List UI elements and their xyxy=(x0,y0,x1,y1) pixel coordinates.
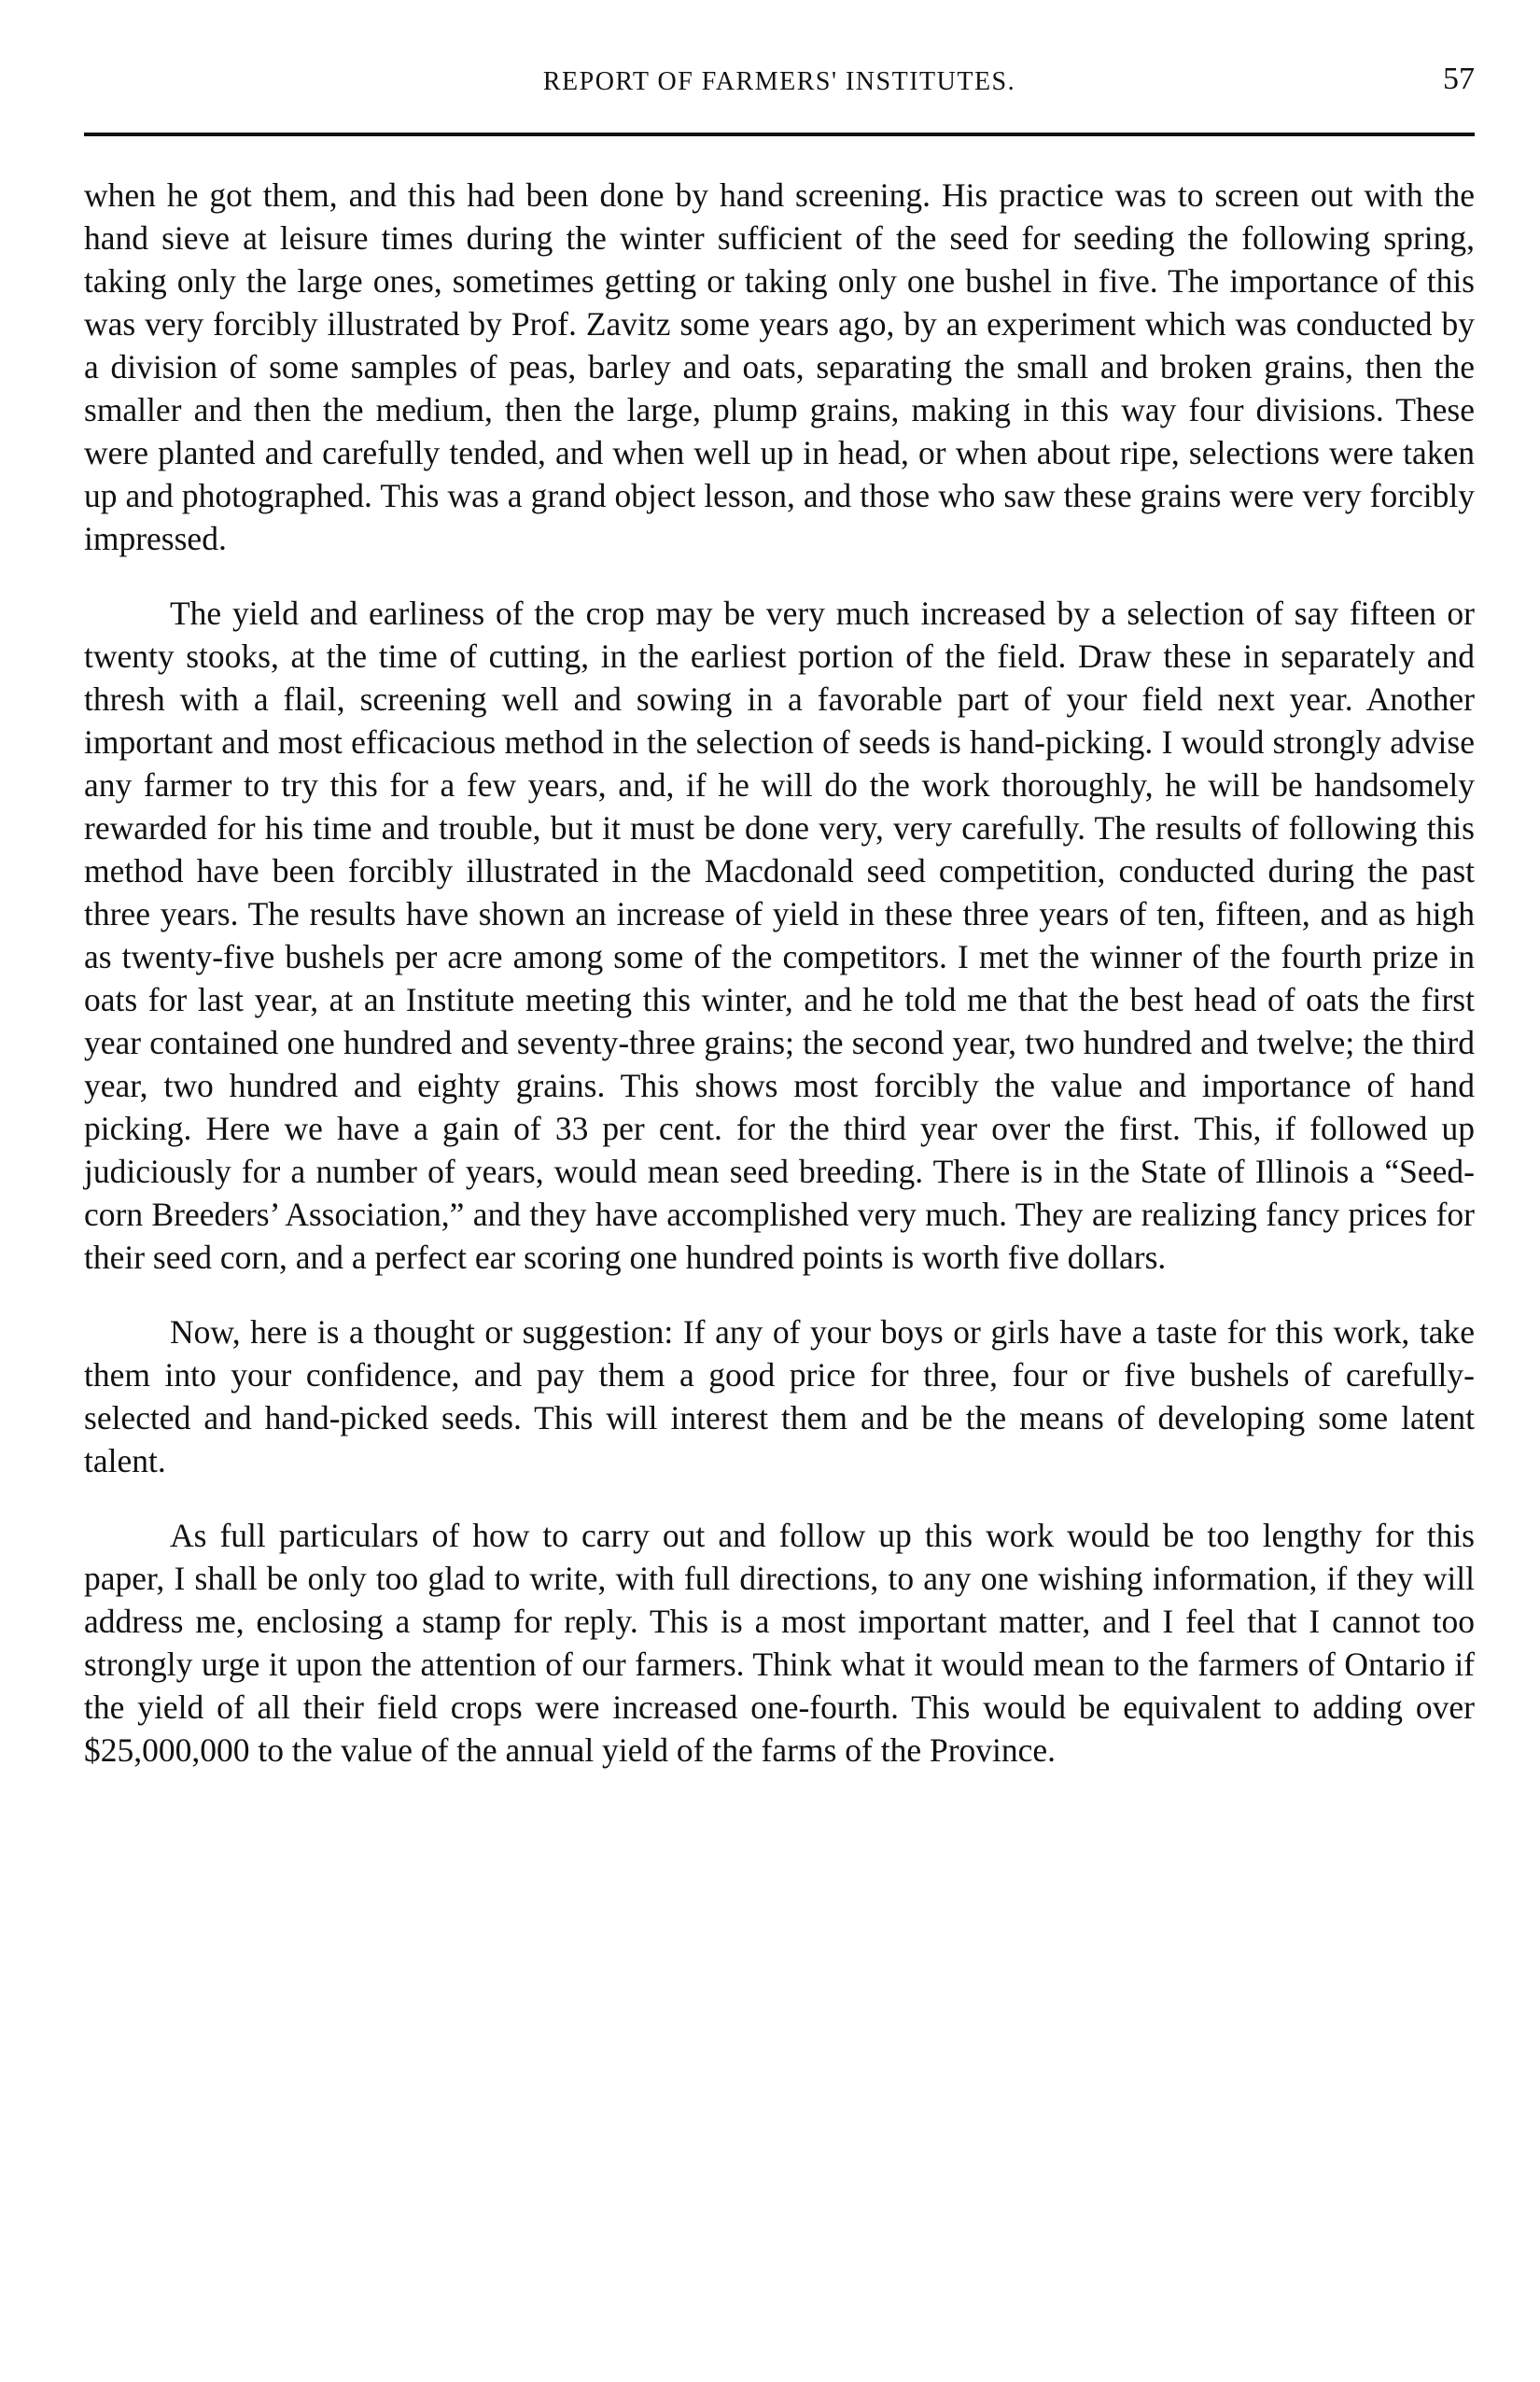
header-rule xyxy=(84,133,1475,136)
document-page xyxy=(84,56,1475,1803)
running-header xyxy=(84,56,1475,112)
paragraph-3: Now, here is a thought or suggestion: If any of your boys or girls have a taste for this work, take them into your confidence, and pay them a good price for three, four or five bushels of carefully-selected and hand-picked seeds. This will interest them and be the means of developing some latent talent. xyxy=(84,1313,1475,1479)
paragraph-2: The yield and earliness of the crop may be very much increased by a selection of say fifteen or twenty stooks, at the time of cutting, in the earliest portion of the field. Draw these in separately and thresh with a flail, screening well and sowing in a favorable part of your field next year. Another important and most efficacious method in the selection of seeds is hand-picking. I would strongly advise any farmer to try this for a few years, and, if he will do the work thoroughly, he will be handsomely rewarded for his time and trouble, but it must be done very, very carefully. The results of following this method have been forcibly illustrated in the Macdonald seed competition, conducted during the past three years. The results have shown an increase of yield in these three years of ten, fifteen, and as high as twenty-five bushels per acre among some of the competitors. I met the winner of the fourth prize in oats for last year, at an Institute meeting this winter, and he told me that the best head of oats the first year contained one hundred and seventy-three grains; the second year, two hundred and twelve; the third year, two hundred and eighty grains. This shows most forcibly the value and importance of hand picking. Here we have a gain of 33 per cent. for the third year over the first. This, if followed up judiciously for a number of years, would mean seed breeding. There is in the State of Illinois a “Seed-corn Breeders’ Association,” and they have accomplished very much. They are realizing fancy prices for their seed corn, and a perfect ear scoring one hundred points is worth five dollars. xyxy=(84,595,1475,1276)
running-title: REPORT OF FARMERS' INSTITUTES. xyxy=(542,67,1016,96)
page-number: 57 xyxy=(1443,62,1475,96)
body-text xyxy=(84,174,1475,1772)
paragraph-4: As full particulars of how to carry out and follow up this work would be too lengthy for this paper, I shall be only too glad to write, with full directions, to any one wishing information, if they will address me, enclosing a stamp for reply. This is a most important matter, and I feel that I cannot too strongly urge it upon the attention of our farmers. Think what it would mean to the farmers of Ontario if the yield of all their field crops were increased one-fourth. This would be equivalent to adding over $25,000,000 to the value of the annual yield of the farms of the Province. xyxy=(84,1517,1475,1769)
paragraph-1: when he got them, and this had been done by hand screening. His practice was to screen out with the hand sieve at leisure times during the winter sufficient of the seed for seeding the following spring, taking only the large ones, sometimes getting or taking only one bushel in five. The importance of this was very forcibly illustrated by Prof. Zavitz some years ago, by an experiment which was conducted by a division of some samples of peas, barley and oats, separating the small and broken grains, then the smaller and then the medium, then the large, plump grains, making in this way four divisions. These were planted and carefully tended, and when well up in head, or when about ripe, selections were taken up and photographed. This was a grand object lesson, and those who saw these grains were very forcibly impressed. xyxy=(84,176,1475,557)
